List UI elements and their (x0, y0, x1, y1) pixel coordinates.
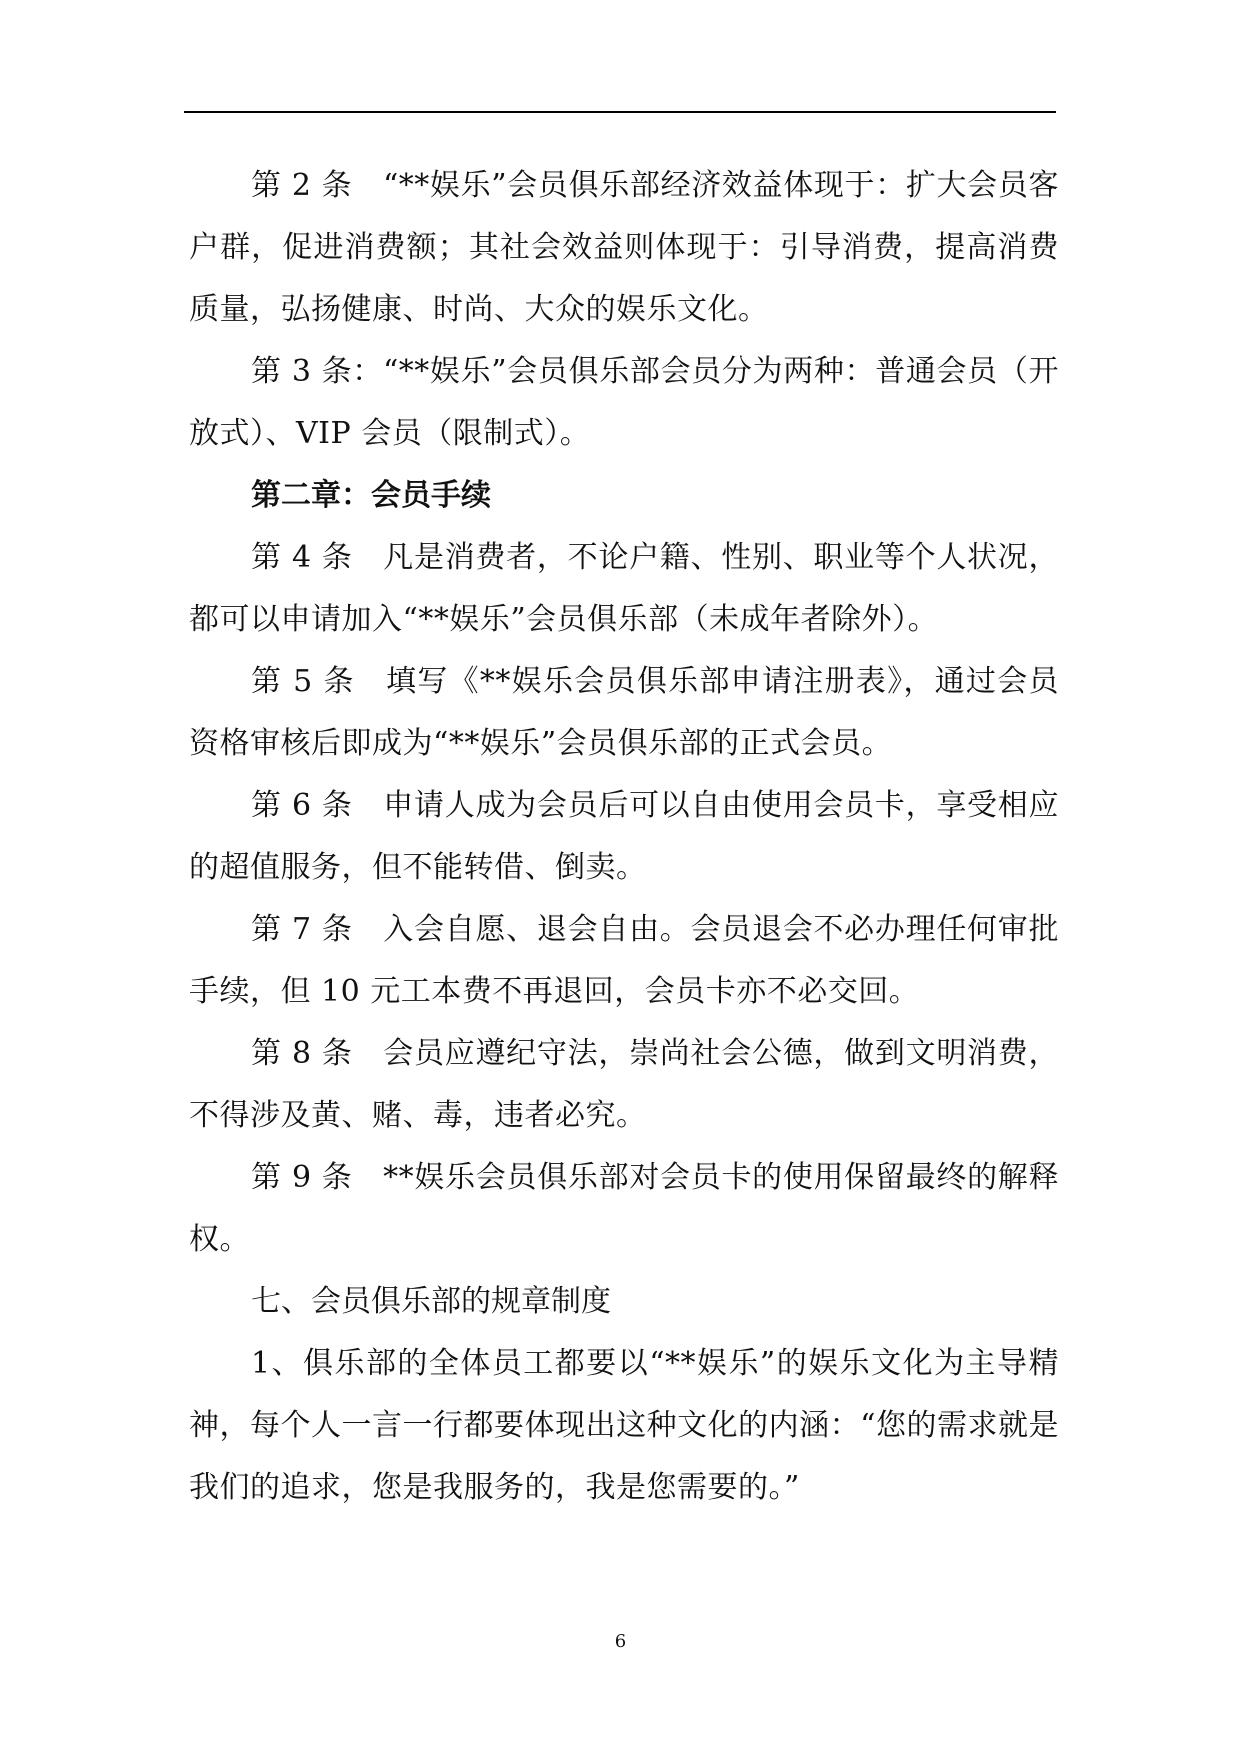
article-4: 第 4 条 凡是消费者，不论户籍、性别、职业等个人状况，都可以申请加入“**娱乐”会员俱乐部（未成年者除外）。 (189, 540, 1059, 637)
document-body (189, 155, 1059, 1519)
section-heading: 七、会员俱乐部的规章制度 (251, 1284, 611, 1319)
header-rule (184, 111, 1056, 113)
article-5: 第 5 条 填写《**娱乐会员俱乐部申请注册表》，通过会员资格审核后即成为“**娱乐”会员俱乐部的正式会员。 (189, 664, 1059, 761)
article-9: 第 9 条 **娱乐会员俱乐部对会员卡的使用保留最终的解释权。 (189, 1160, 1059, 1257)
article-6: 第 6 条 申请人成为会员后可以自由使用会员卡，享受相应的超值服务，但不能转借、倒卖。 (189, 788, 1059, 885)
article-8: 第 8 条 会员应遵纪守法，崇尚社会公德，做到文明消费，不得涉及黄、赌、毒，违者必究。 (189, 1036, 1059, 1133)
article-2: 第 2 条 “**娱乐”会员俱乐部经济效益体现于：扩大会员客户群，促进消费额；其社会效益则体现于：引导消费，提高消费质量，弘扬健康、时尚、大众的娱乐文化。 (189, 168, 1059, 327)
chapter-heading: 第二章：会员手续 (251, 478, 491, 513)
page-number: 6 (614, 1631, 627, 1652)
article-7: 第 7 条 入会自愿、退会自由。会员退会不必办理任何审批手续，但 10 元工本费不再退回，会员卡亦不必交回。 (189, 912, 1059, 1009)
rule-item-1: 1、俱乐部的全体员工都要以“**娱乐”的娱乐文化为主导精神，每个人一言一行都要体现出这种文化的内涵：“您的需求就是我们的追求，您是我服务的，我是您需要的。” (189, 1346, 1059, 1505)
article-3: 第 3 条：“**娱乐”会员俱乐部会员分为两种：普通会员（开放式）、VIP 会员（限制式）。 (189, 354, 1059, 451)
